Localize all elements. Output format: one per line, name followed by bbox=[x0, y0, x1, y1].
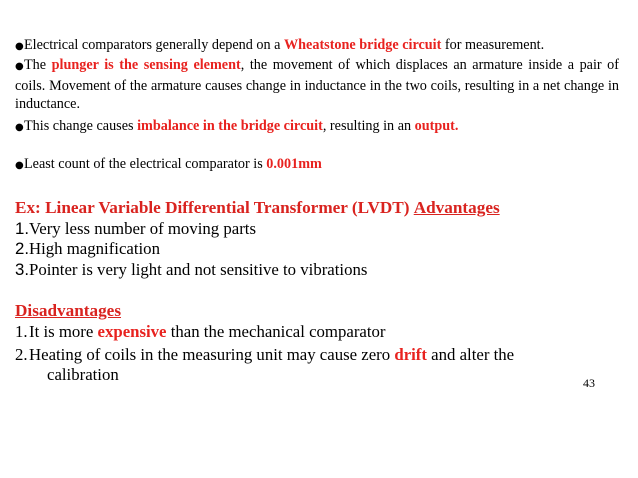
highlight-drift: drift bbox=[394, 345, 427, 364]
disadvantage-item-1: 1.It is more expensive than the mechanical comparator bbox=[15, 322, 386, 341]
advantage-item-1: 1.Very less number of moving parts bbox=[15, 219, 256, 238]
bullet-dot-icon: ● bbox=[15, 122, 24, 133]
advantages-heading: Advantages bbox=[413, 198, 500, 217]
highlight-wheatstone: Wheatstone bridge circuit bbox=[283, 37, 442, 53]
lvdt-heading: Ex: Linear Variable Differential Transformer (LVDT) bbox=[15, 198, 410, 217]
example-heading bbox=[15, 198, 500, 218]
bullet-plunger: ●The plunger is the sensing element, the movement of which displaces an armature inside a pair of coils. Movement of the armature causes change in inductance in the two coils, resulting in a net change in inductance. bbox=[15, 57, 620, 113]
bullet-dot-icon: ● bbox=[15, 160, 24, 171]
highlight-plunger: plunger is the sensing element bbox=[51, 57, 241, 73]
bullet-dot-icon: ● bbox=[15, 41, 24, 52]
highlight-least-count: 0.001mm bbox=[266, 156, 322, 172]
advantage-item-2: 2.High magnification bbox=[15, 239, 160, 258]
bullet-dot-icon: ● bbox=[15, 61, 24, 72]
advantage-item-3: 3.Pointer is very light and not sensitive to vibrations bbox=[15, 260, 368, 279]
disadvantage-item-2: 2.Heating of coils in the measuring unit may cause zero drift and alter the bbox=[15, 345, 515, 364]
disadvantages-heading: Disadvantages bbox=[15, 301, 122, 320]
page-number: 43 bbox=[583, 376, 595, 390]
bullet-least-count: ●Least count of the electrical comparator is 0.001mm bbox=[15, 155, 619, 176]
disadvantage-item-2-continuation: calibration bbox=[47, 365, 119, 384]
bullet-imbalance: ●This change causes imbalance in the bridge circuit, resulting in an output. bbox=[15, 117, 619, 138]
highlight-imbalance: imbalance in the bridge circuit bbox=[137, 118, 323, 134]
highlight-expensive: expensive bbox=[97, 322, 167, 341]
highlight-output: output. bbox=[414, 118, 459, 134]
bullet-wheatstone: ●Electrical comparators generally depend on a Wheatstone bridge circuit for measurement. bbox=[15, 36, 619, 57]
